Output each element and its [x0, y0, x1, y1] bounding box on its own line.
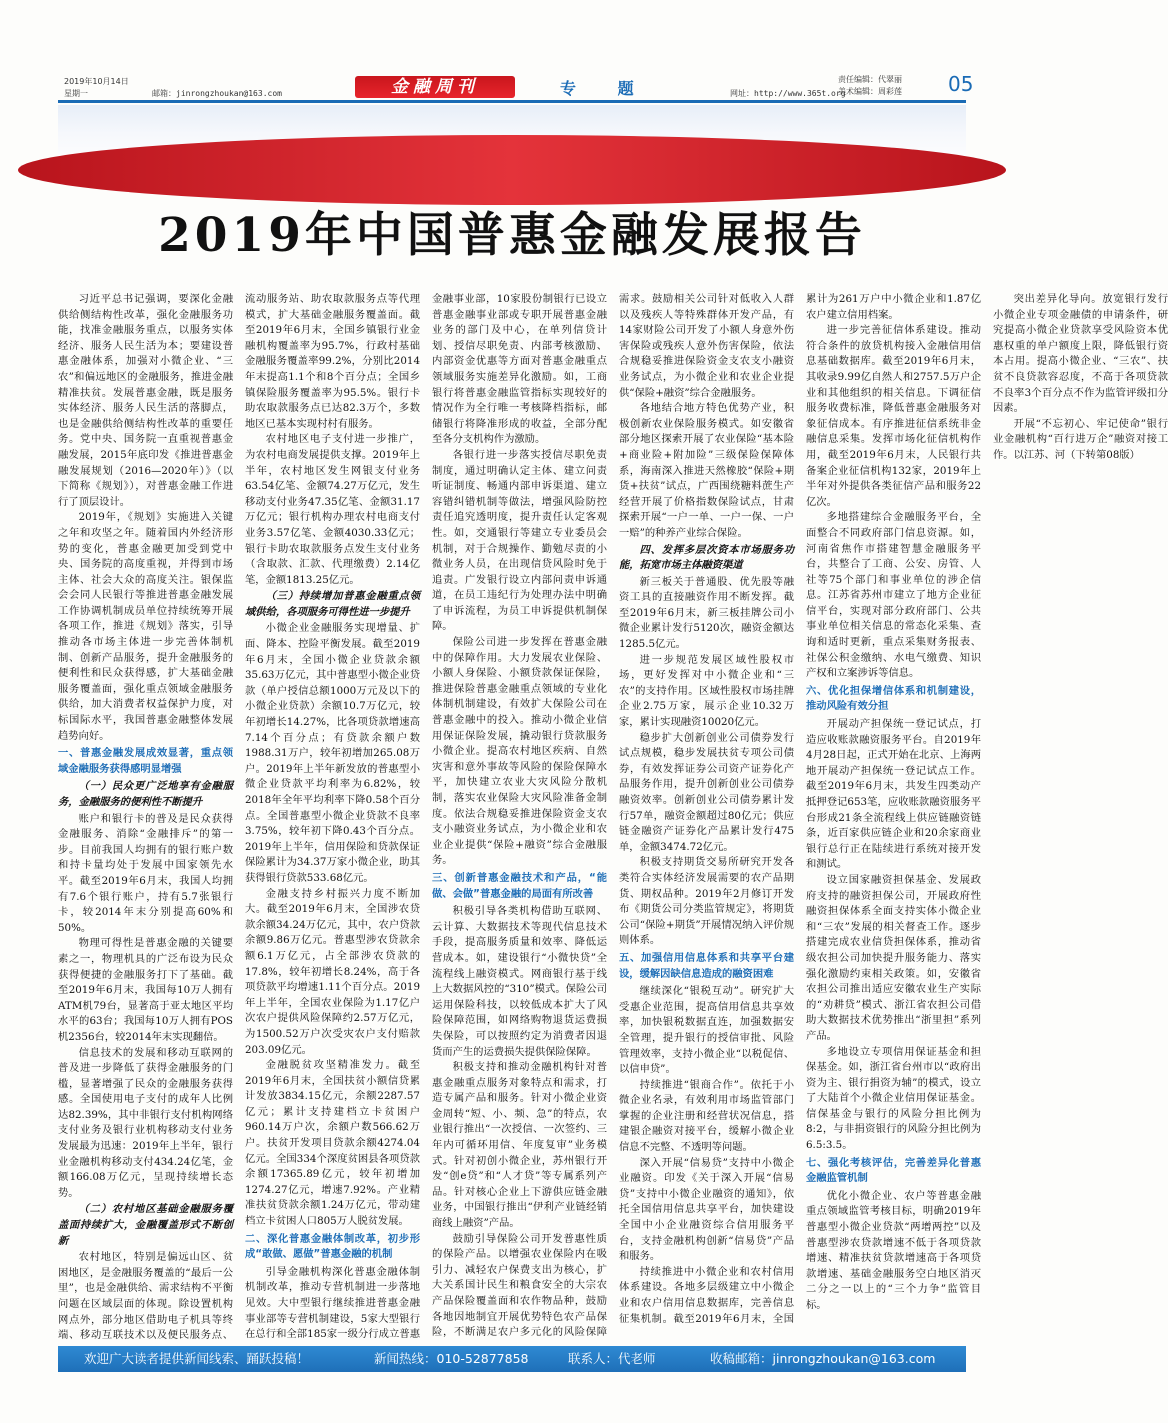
article-body — [58, 292, 1168, 1344]
body-paragraph: 农村地区电子支付进一步推广，为农村电商发展提供支撑。2019年上半年，农村地区发生网银支付业务63.54亿笔、金额74.27万亿元，发生移动支付业务47.35亿笔、金额31.17万亿元；银行机构办理农村电商支付业务3.57亿笔、金额4030.33亿元；银行卡助农取款服务点发生支付业务（含取款、汇款、代理缴费）2.14亿笔，金额1813.25亿元。 — [245, 433, 420, 586]
body-paragraph: 物理可得性是普惠金融的关键要素之一，物理机具的广泛布设为民众获得便捷的金融服务打下了基础。截至2019年6月末，我国每10万人拥有ATM机79台，显著高于亚太地区平均水平的63台；我国每10万人拥有POS机2356台，较2014年末实现翻倍。 — [58, 937, 233, 1043]
issue-date: 2019年10月14日 — [64, 77, 129, 86]
body-paragraph: 开展“不忘初心、牢记使命”银行业金融机构“百行进万企”融资对接工作。以江苏、河（下转第08版） — [993, 417, 1168, 461]
subsection-heading: （一）民众更广泛地享有金融服务，金融服务的便利性不断提升 — [58, 780, 233, 808]
issue-date-block — [64, 76, 129, 100]
subsection-heading: （二）农村地区基础金融服务覆盖面持续扩大，金融覆盖形式不断创新 — [58, 1203, 233, 1247]
body-paragraph: 优化小微企业、农户等普惠金融重点领域监管考核目标，明确2019年普惠型小微企业贷款“两增两控”以及普惠型涉农贷款增速不低于各项贷款增速、精准扶贫贷款增速高于各项贷款增速、基础金融服务空白地区消灭二分之一以上的“三个力争”监管目标。 — [806, 1189, 981, 1311]
body-paragraph: 开展动产担保统一登记试点，打造应收账款融资服务平台。自2019年4月28日起，正式开始在北京、上海两地开展动产担保统一登记试点工作。截至2019年6月末，共发生四类动产抵押登记653笔，应收账款融资服务平台形成21条全流程线上供应链融资链条，近百家供应链企业和20余家商业银行总行正在陆续进行系统对接开发和测试。 — [806, 718, 981, 871]
section-heading: 三、创新普惠金融技术和产品，“能做、会做”普惠金融的局面有所改善 — [432, 871, 607, 900]
masthead-divider — [58, 100, 966, 103]
body-paragraph: 进一步完善征信体系建设。推动符合条件的放贷机构接入金融信用信息基础数据库。截至2019年6月末，其收录9.99亿自然人和2757.5万户企业和其他组织的相关信息。下调征信服务收费标准，降低普惠金融服务对象征信成本。有序推进征信系统非金融信息采集。发挥市场化征信机构作用，截至2019年6月末，人民银行共备案企业征信机构132家，2019年上半年对外提供各类征信产品和服务22亿次。 — [806, 324, 981, 508]
art-editor: 美术编辑：周彩莲 — [838, 87, 902, 96]
body-paragraph: 持续推进中小微企业和农村信用体系建设。各地多层级建立中小微企业和农户信用信息数据库，完善信息征集机制。截至2019年6月末，全国累计为261万户中小微企业和1.87亿农户建立信用档案。 — [619, 293, 981, 1325]
masthead-email[interactable]: 邮箱：jinrongzhoukan@163.com — [152, 89, 282, 98]
section-heading: 六、优化担保增信体系和机制建设，推动风险有效分担 — [806, 684, 981, 713]
body-paragraph: 新三板关于普通股、优先股等融资工具的直接融资作用不断发挥。截至2019年6月末，新三板挂牌公司小微企业累计发行5120次，融资金额达1285.5亿元。 — [619, 575, 794, 651]
body-paragraph: 多地搭建综合金融服务平台，全面整合不同政府部门信息资源。如，河南省焦作市搭建智慧金融服务平台，共整合了工商、公安、房管、人社等75个部门和事业单位的涉企信息。江苏省苏州市建立了地方企业征信平台，实现对部分政府部门、公共事业单位相关信息的常态化采集、查询和适时更新，重点采集财务报表、社保公积金缴纳、水电气缴费、知识产权和立案涉诉等信息。 — [806, 511, 981, 680]
body-paragraph: 持续推进“银商合作”。依托于小微企业名录，有效利用市场监管部门掌握的企业注册和经营状况信息，搭建银企融资对接平台，缓解小微企业信息不完整、不透明等问题。 — [619, 1078, 794, 1154]
body-paragraph: 引导金融机构深化普惠金融体制机制改革，推动专营机制进一步落地见效。大中型银行继续推进普惠金融事业部等专营机制建设，5家大型银行在总行和全部185家一级分行成立普惠金融事业部，10家股份制银行已设立普惠金融事业部或专职开展普惠金融业务的部门及中心，在单列信贷计划、授信尽职免责、内部考核激励、内部资金优惠等方面对普惠金融重点领域服务实施差异化激励。如，工商银行将普惠金融监管指标实现较好的情况作为全行唯一考核降档指标，邮储银行将降准形成的收益，全部分配至各分支机构作为激励。 — [245, 293, 607, 1341]
body-paragraph: 2019年，《规划》实施进入关键之年和攻坚之年。随着国内外经济形势的变化，普惠金融更加受到党中央、国务院的高度重视，并得到市场主体、社会大众的高度关注。银保监会会同人民银行等推进普惠金融发展工作协调机制成员单位持续统筹开展各项工作，推进《规划》落实，引导推动各市场主体进一步完善体制机制、创新产品服务，提升金融服务的便利性和民众获得感，扩大基础金融服务覆盖面，强化重点领域金融服务供给，加大消费者权益保护力度，对标国际水平，我国普惠金融整体发展趋势向好。 — [58, 511, 233, 742]
body-paragraph: 深入开展“信易贷”支持中小微企业融资。印发《关于深入开展“信易贷”支持中小微企业融资的通知》，依托全国信用信息共享平台，加快建设全国中小企业融资综合信用服务平台，支持金融机构创新“信易贷”产品和服务。 — [619, 1156, 794, 1263]
footer-slogan: 欢迎广大读者提供新闻线索、踊跃投稿！ — [84, 1351, 310, 1366]
body-paragraph: 多地设立专项信用保证基金和担保基金。如，浙江省台州市以“政府出资为主、银行捐资为辅”的模式，设立了大陆首个小微企业信用保证基金。信保基金与银行的风险分担比例为8:2，与非捐资银行的风险分担比例为6.5:3.5。 — [806, 1045, 981, 1152]
responsible-editor: 责任编辑：代翠丽 — [838, 75, 902, 84]
body-paragraph: 农村地区，特别是偏远山区、贫困地区，是金融服务覆盖的“最后一公里”，也是金融供给、需求结构不平衡问题在区域层面的体现。除设置机构网点外，部分地区借助电子机具等终端、移动互联技术以及便民服务点、流动服务站、助农取款服务点等代理模式，扩大基础金融服务覆盖面。截至2019年6月末，全国乡镇银行业金融机构覆盖率为95.7%，行政村基础金融服务覆盖率99.2%，分别比2014年末提高1.1个和8个百分点；全国乡镇保险服务覆盖率为95.5%。银行卡助农取款服务点已达82.3万个，多数地区已基本实现村村有服务。 — [58, 293, 420, 1342]
issue-weekday: 星期一 — [64, 89, 88, 98]
body-paragraph: 金融脱贫攻坚精准发力。截至2019年6月末，全国扶贫小额信贷累计发放3834.15亿元，余额2287.57亿元；累计支持建档立卡贫困户960.14万户次，余额户数566.62万户。扶贫开发项目贷款余额4274.04亿元。全国334个深度贫困县各项贷款余额17365.89亿元，较年初增加1274.27亿元，增速7.92%。产业精准扶贫贷款余额1.24万亿元，带动建档立卡贫困人口805万人脱贫发展。 — [245, 1059, 420, 1228]
body-paragraph: 账户和银行卡的普及是民众获得金融服务、消除“金融排斥”的第一步。目前我国人均拥有的银行账户数和持卡量均处于发展中国家领先水平。截至2019年6月末，我国人均拥有7.6个银行账户，持有5.7张银行卡，较2014年末分别提高60%和50%。 — [58, 812, 233, 934]
red-swoosh-graphic — [18, 135, 1006, 205]
section-heading: 七、强化考核评估，完善差异化普惠金融监管机制 — [806, 1156, 981, 1185]
body-paragraph: 积极引导各类机构借助互联网、云计算、大数据技术等现代信息技术手段，提高服务质量和效率、降低运营成本。如，建设银行“小微快贷”全流程线上融资模式。网商银行基于线上大数据风控的“310”模式。保险公司运用保险科技，以较低成本扩大了风险保障范围，如网络购物退货运费损失保险，可以按照约定为消费者因退货而产生的运费损失提供保险保障。 — [432, 905, 607, 1058]
subsection-heading: 四、发挥多层次资本市场服务功能，拓宽市场主体融资渠道 — [619, 543, 794, 572]
footer-hotline: 新闻热线：010-52877858 — [374, 1351, 529, 1366]
footer-contact: 联系人：代老师 — [568, 1351, 656, 1366]
masthead-website[interactable]: 网址：http://www.365t.org — [730, 89, 846, 98]
footer-email[interactable]: 收稿邮箱：jinrongzhoukan@163.com — [710, 1351, 936, 1366]
article-title: 2019年中国普惠金融发展报告 — [158, 208, 866, 263]
body-paragraph: 继续深化“银税互动”。研究扩大受惠企业范围，提高信用信息共享效率，加快银税数据直连，加强数据安全管理，提升银行的授信审批、风险管理效率，支持小微企业“以税促信、以信申贷”。 — [619, 985, 794, 1076]
body-paragraph: 设立国家融资担保基金、发展政府支持的融资担保公司，开展政府性融资担保体系全面支持实体小微企业和“三农”发展的相关督查工作。逐步搭建完成农业信贷担保体系，推动省级农担公司加快提升服务能力、落实强化激励约束相关政策。如，安徽省农担公司推出适应安徽农业生产实际的“劝耕贷”模式、浙江省农担公司借助大数据技术优势推出“浙里担”系列产品。 — [806, 873, 981, 1042]
body-paragraph: 进一步规范发展区域性股权市场，更好发挥对中小微企业和“三农”的支持作用。区域性股权市场挂牌企业2.75万家，展示企业10.32万家，累计实现融资10020亿元。 — [619, 653, 794, 729]
page-number: 05 — [948, 72, 974, 96]
header-banner — [58, 105, 966, 169]
body-paragraph: 金融支持乡村振兴力度不断加大。截至2019年6月末，全国涉农贷款余额34.24万亿元，其中，农户贷款余额9.86万亿元。普惠型涉农贷款余额6.1万亿元，占全部涉农贷款的17.8%，较年初增长8.24%，高于各项贷款平均增速1.11个百分点。2019年上半年，全国农业保险为1.17亿户次农户提供风险保障约2.57万亿元，为1500.52万户次受灾农户支付赔款203.09亿元。 — [245, 887, 420, 1056]
body-paragraph: 鼓励引导保险公司开发普惠性质的保险产品。以增强农业保险内在吸引力、减轻农户保费支出为核心，扩大关系国计民生和粮食安全的大宗农产品保险覆盖面和农作物品种，鼓励各地因地制宜开展优势特色农产品保险，不断满足农户多元化的风险保障需求。鼓励相关公司针对低收入人群以及残疾人等特殊群体开发产品，有14家财险公司开发了小额人身意外伤害保险或残疾人意外伤害保险，依法合规稳妥推进保险资金支农支小融资业务试点，为小微企业和农业企业提供“保险+融资”综合金融服务。 — [432, 293, 794, 1339]
body-paragraph: 信息技术的发展和移动互联网的普及进一步降低了获得金融服务的门槛，显著增强了民众的金融服务获得感。全国使用电子支付的成年人比例达82.39%，其中非银行支付机构网络支付业务及银行业机构移动支付业务发展最为迅速：2019年上半年，银行业金融机构移动支付434.24亿笔，金额166.08万亿元，呈现持续增长态势。 — [58, 1046, 233, 1199]
body-paragraph: 各银行进一步落实授信尽职免责制度，通过明确认定主体、建立问责听证制度、畅通内部申诉渠道、建立容错纠错机制等做法，增强风险防控责任追究透明度，提升责任认定客观性。如，交通银行等建立专业委员会机制，对于合规操作、勤勉尽责的小微业务人员，在出现信贷风险时免于追责。广发银行设立内部问责申诉通道，在员工违纪行为处理办法中明确了申诉流程，为员工申诉提供机制保障。 — [432, 448, 607, 633]
body-paragraph: 积极支持和推动金融机构针对普惠金融重点服务对象特点和需求，打造专属产品和服务。针对小微企业资金周转“短、小、频、急”的特点，农业银行推出“一次授信、一次签约、三年内可循环用信、年度复审”业务模式。针对初创小微企业，苏州银行开发“创e贷”和“人才贷”等专属系列产品。针对核心企业上下游供应链金融业务，中国银行推出“伊利产业链经销商线上融资”产品。 — [432, 1061, 607, 1230]
newspaper-logo: 金融周刊 — [355, 76, 515, 98]
body-paragraph: 稳步扩大创新创业公司债券发行试点规模，稳步发展扶贫专项公司债券，有效发挥证券公司资产证券化产品服务作用，提升创新创业公司债券融资效率。创新创业公司债券累计发行57单，融资金额超过80亿元；供应链金融资产证券化产品累计发行475单，金额3474.72亿元。 — [619, 731, 794, 853]
footer-bar — [58, 1346, 966, 1372]
body-paragraph: 小微企业金融服务实现增量、扩面、降本、控险平衡发展。截至2019年6月末，全国小微企业贷款余额35.63万亿元，其中普惠型小微企业贷款（单户授信总额1000万元及以下的小微企业贷款）余额10.7万亿元，较年初增长14.27%，比各项贷款增速高7.14个百分点；有贷款余额户数1988.31万户，较年初增加265.08万户。2019年上半年新发放的普惠型小微企业贷款平均利率为6.82%，较2018年全年平均利率下降0.58个百分点。全国普惠型小微企业贷款不良率3.75%，较年初下降0.43个百分点。2019年上半年，信用保险和贷款保证保险累计为34.37万家小微企业，助其获得银行贷款533.68亿元。 — [245, 622, 420, 884]
section-heading: 一、普惠金融发展成效显著，重点领域金融服务获得感明显增强 — [58, 747, 233, 775]
section-label: 专 题 — [560, 79, 652, 98]
editor-credits — [838, 74, 902, 98]
section-heading: 二、深化普惠金融体制改革，初步形成“敢做、愿做”普惠金融的机制 — [245, 1232, 420, 1261]
section-heading: 五、加强信用信息体系和共享平台建设，缓解因缺信息造成的融资困难 — [619, 951, 794, 980]
subsection-heading: （三）持续增加普惠金融重点领域供给，各项服务可得性进一步提升 — [245, 590, 420, 618]
body-paragraph: 积极支持期货交易所研究开发各类符合实体经济发展需要的农产品期货、期权品种。2019年2月修订开发布《期货公司分类监管规定》，将期货公司“保险+期货”开展情况纳入评价规则体系。 — [619, 856, 794, 947]
body-paragraph: 保险公司进一步发挥在普惠金融中的保障作用。大力发展农业保险、小额人身保险、小额贷款保证保险，推进保险普惠金融重点领域的专业化体制机制建设，有效扩大保险公司在普惠金融中的投入。推动小微企业信用保证保险发展，撬动银行贷款服务小微企业。提高农村地区疾病、自然灾害和意外事故等风险的保险保障水平，加快建立农业大灾风险分散机制，落实农业保险大灾风险准备金制度。依法合规稳妥推进保险资金支农支小融资业务试点，为小微企业和农业企业提供“保险+融资”综合金融服务。 — [432, 636, 607, 867]
body-paragraph: 各地结合地方特色优势产业，积极创新农业保险服务模式。如安徽省部分地区探索开展了农业保险“基本险+商业险+附加险”三级保险保障体系，海南深入推进天然橡胶“保险+期货+扶贫”试点，广西围绕糖料蔗生产经营开展了价格指数保险试点，甘肃探索开展“一户一单、一户一保、一户一赔”的种养产业综合保险。 — [619, 402, 794, 539]
body-paragraph: 突出差异化导向。放宽银行发行小微企业专项金融债的申请条件，研究提高小微企业贷款享受风险资本优惠权重的单户额度上限，降低银行资本占用。提高小微企业、“三农”、扶贫不良贷款容忍度，不高于各项贷款不良率3个百分点不作为监管评级扣分因素。 — [993, 293, 1168, 415]
body-paragraph: 习近平总书记强调，要深化金融供给侧结构性改革，强化金融服务功能，找准金融服务重点，以服务实体经济、服务人民生活为本；要建设普惠金融体系，加强对小微企业、“三农”和偏远地区的金融服务，推进金融精准扶贫。发展普惠金融，既是服务实体经济、服务人民生活的落脚点，也是金融供给侧结构性改革的重要任务。党中央、国务院一直重视普惠金融发展，2015年底印发《推进普惠金融发展规划（2016—2020年）》（以下简称《规划》），对普惠金融工作进行了顶层设计。 — [58, 293, 233, 508]
